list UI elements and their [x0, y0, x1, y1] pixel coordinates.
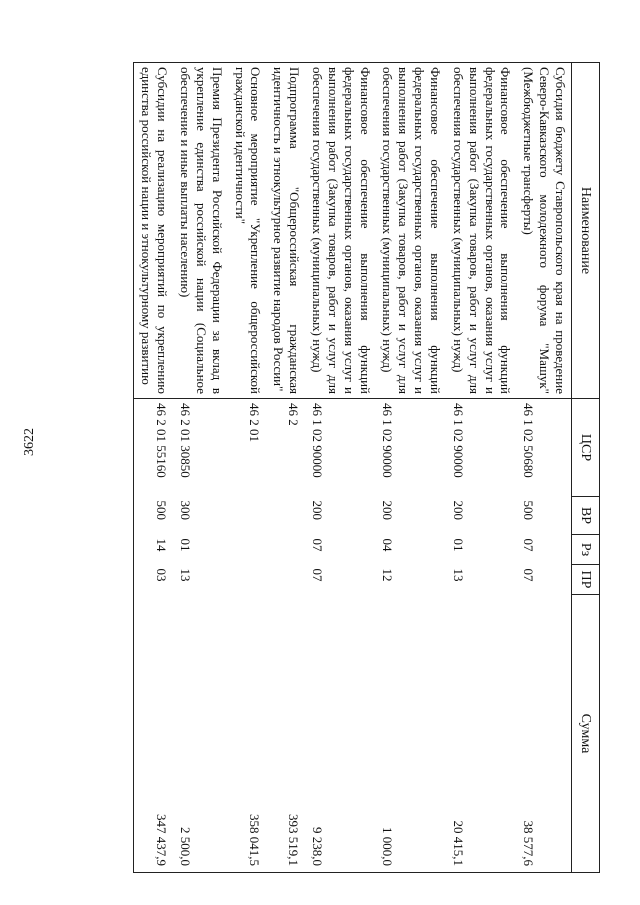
row-vr: 500 [521, 500, 537, 520]
row-pr: 07 [521, 568, 537, 582]
table-row [516, 63, 571, 873]
row-pr: 07 [309, 568, 325, 582]
table-row [376, 63, 446, 873]
row-csr: 46 1 02 90000 [309, 403, 325, 478]
row-vr: 200 [309, 500, 325, 520]
table-row [134, 63, 173, 873]
row-pr: 13 [177, 568, 193, 582]
row-vr: 300 [177, 500, 193, 520]
row-vr: 500 [134, 497, 173, 535]
header-name: Наименование [572, 63, 600, 399]
row-rz: 01 [177, 538, 193, 552]
header-pr: ПР [572, 565, 600, 595]
row-name: Финансовое обеспечение выполнения функций федеральных государственных органов, оказания услуг и выполнения работ (Закупка товаров, работ и услуг для обеспечения государственных (муниципальных) нужд) [446, 63, 516, 399]
header-vr: ВР [572, 497, 600, 535]
row-rz: 01 [450, 538, 466, 552]
table-header-row [572, 63, 600, 873]
row-pr: 12 [380, 568, 396, 582]
row-csr: 46 2 01 30850 [177, 403, 193, 478]
row-csr: 46 2 01 55160 [134, 399, 173, 497]
row-sum: 20 415,1 [446, 595, 516, 873]
row-rz: 04 [380, 538, 396, 552]
row-vr [266, 497, 305, 535]
header-rz: Рз [572, 535, 600, 565]
row-sum: 358 041,5 [228, 595, 267, 873]
row-rz [228, 535, 267, 565]
row-pr: 03 [134, 565, 173, 595]
row-sum: 9 238,0 [305, 595, 375, 873]
table-row [266, 63, 305, 873]
row-pr [266, 565, 305, 595]
row-name: Финансовое обеспечение выполнения функций федеральных государственных органов, оказания услуг и выполнения работ (Закупка товаров, работ и услуг для обеспечения государственных (муниципальных) нужд) [376, 63, 446, 399]
row-sum: 393 519,1 [266, 595, 305, 873]
row-name: Субсидия бюджету Ставропольского края на проведение Северо-Кавказского молодежного форума "Машук" (Межбюджетные трансферты) [516, 63, 571, 399]
row-sum: 2 500,0 [173, 595, 228, 873]
row-sum: 1 000,0 [376, 595, 446, 873]
row-pr [228, 565, 267, 595]
header-sum: Сумма [572, 595, 600, 873]
page-number: 3622 [22, 428, 37, 456]
row-csr: 46 2 [286, 403, 302, 426]
table-row [446, 63, 516, 873]
budget-table [133, 62, 600, 873]
header-csr: ЦСР [572, 399, 600, 497]
row-csr: 46 1 02 90000 [450, 403, 466, 478]
rotated-budget-table [88, 62, 600, 872]
row-name: Субсидии на реализацию мероприятий по укреплению единства российской нации и этнокультурному развитию [134, 63, 173, 399]
row-vr: 200 [380, 500, 396, 520]
row-name: Подпрограмма "Общероссийская гражданская идентичность и этнокультурное развитие народов России" [266, 63, 305, 399]
row-sum: 347 437,9 [134, 595, 173, 873]
table-row [173, 63, 228, 873]
row-name: Основное мероприятие "Укрепление общероссийской гражданской идентичности" [228, 63, 267, 399]
row-pr: 13 [450, 568, 466, 582]
row-vr [228, 497, 267, 535]
row-csr: 46 1 02 50680 [521, 403, 537, 478]
row-rz: 07 [521, 538, 537, 552]
row-rz [266, 535, 305, 565]
table-row [305, 63, 375, 873]
row-rz: 14 [134, 535, 173, 565]
row-name: Премия Президента Российской Федерации за вклад в укрепление единства российской нации (Социальное обеспечение и иные выплаты населению) [173, 63, 228, 399]
row-vr: 200 [450, 500, 466, 520]
table-row [228, 63, 267, 873]
row-csr: 46 2 01 [247, 403, 263, 442]
row-csr: 46 1 02 90000 [380, 403, 396, 478]
row-rz: 07 [309, 538, 325, 552]
row-sum: 38 577,6 [516, 595, 571, 873]
row-name: Финансовое обеспечение выполнения функций федеральных государственных органов, оказания услуг и выполнения работ (Закупка товаров, работ и услуг для обеспечения государственных (муниципальных) нужд) [305, 63, 375, 399]
